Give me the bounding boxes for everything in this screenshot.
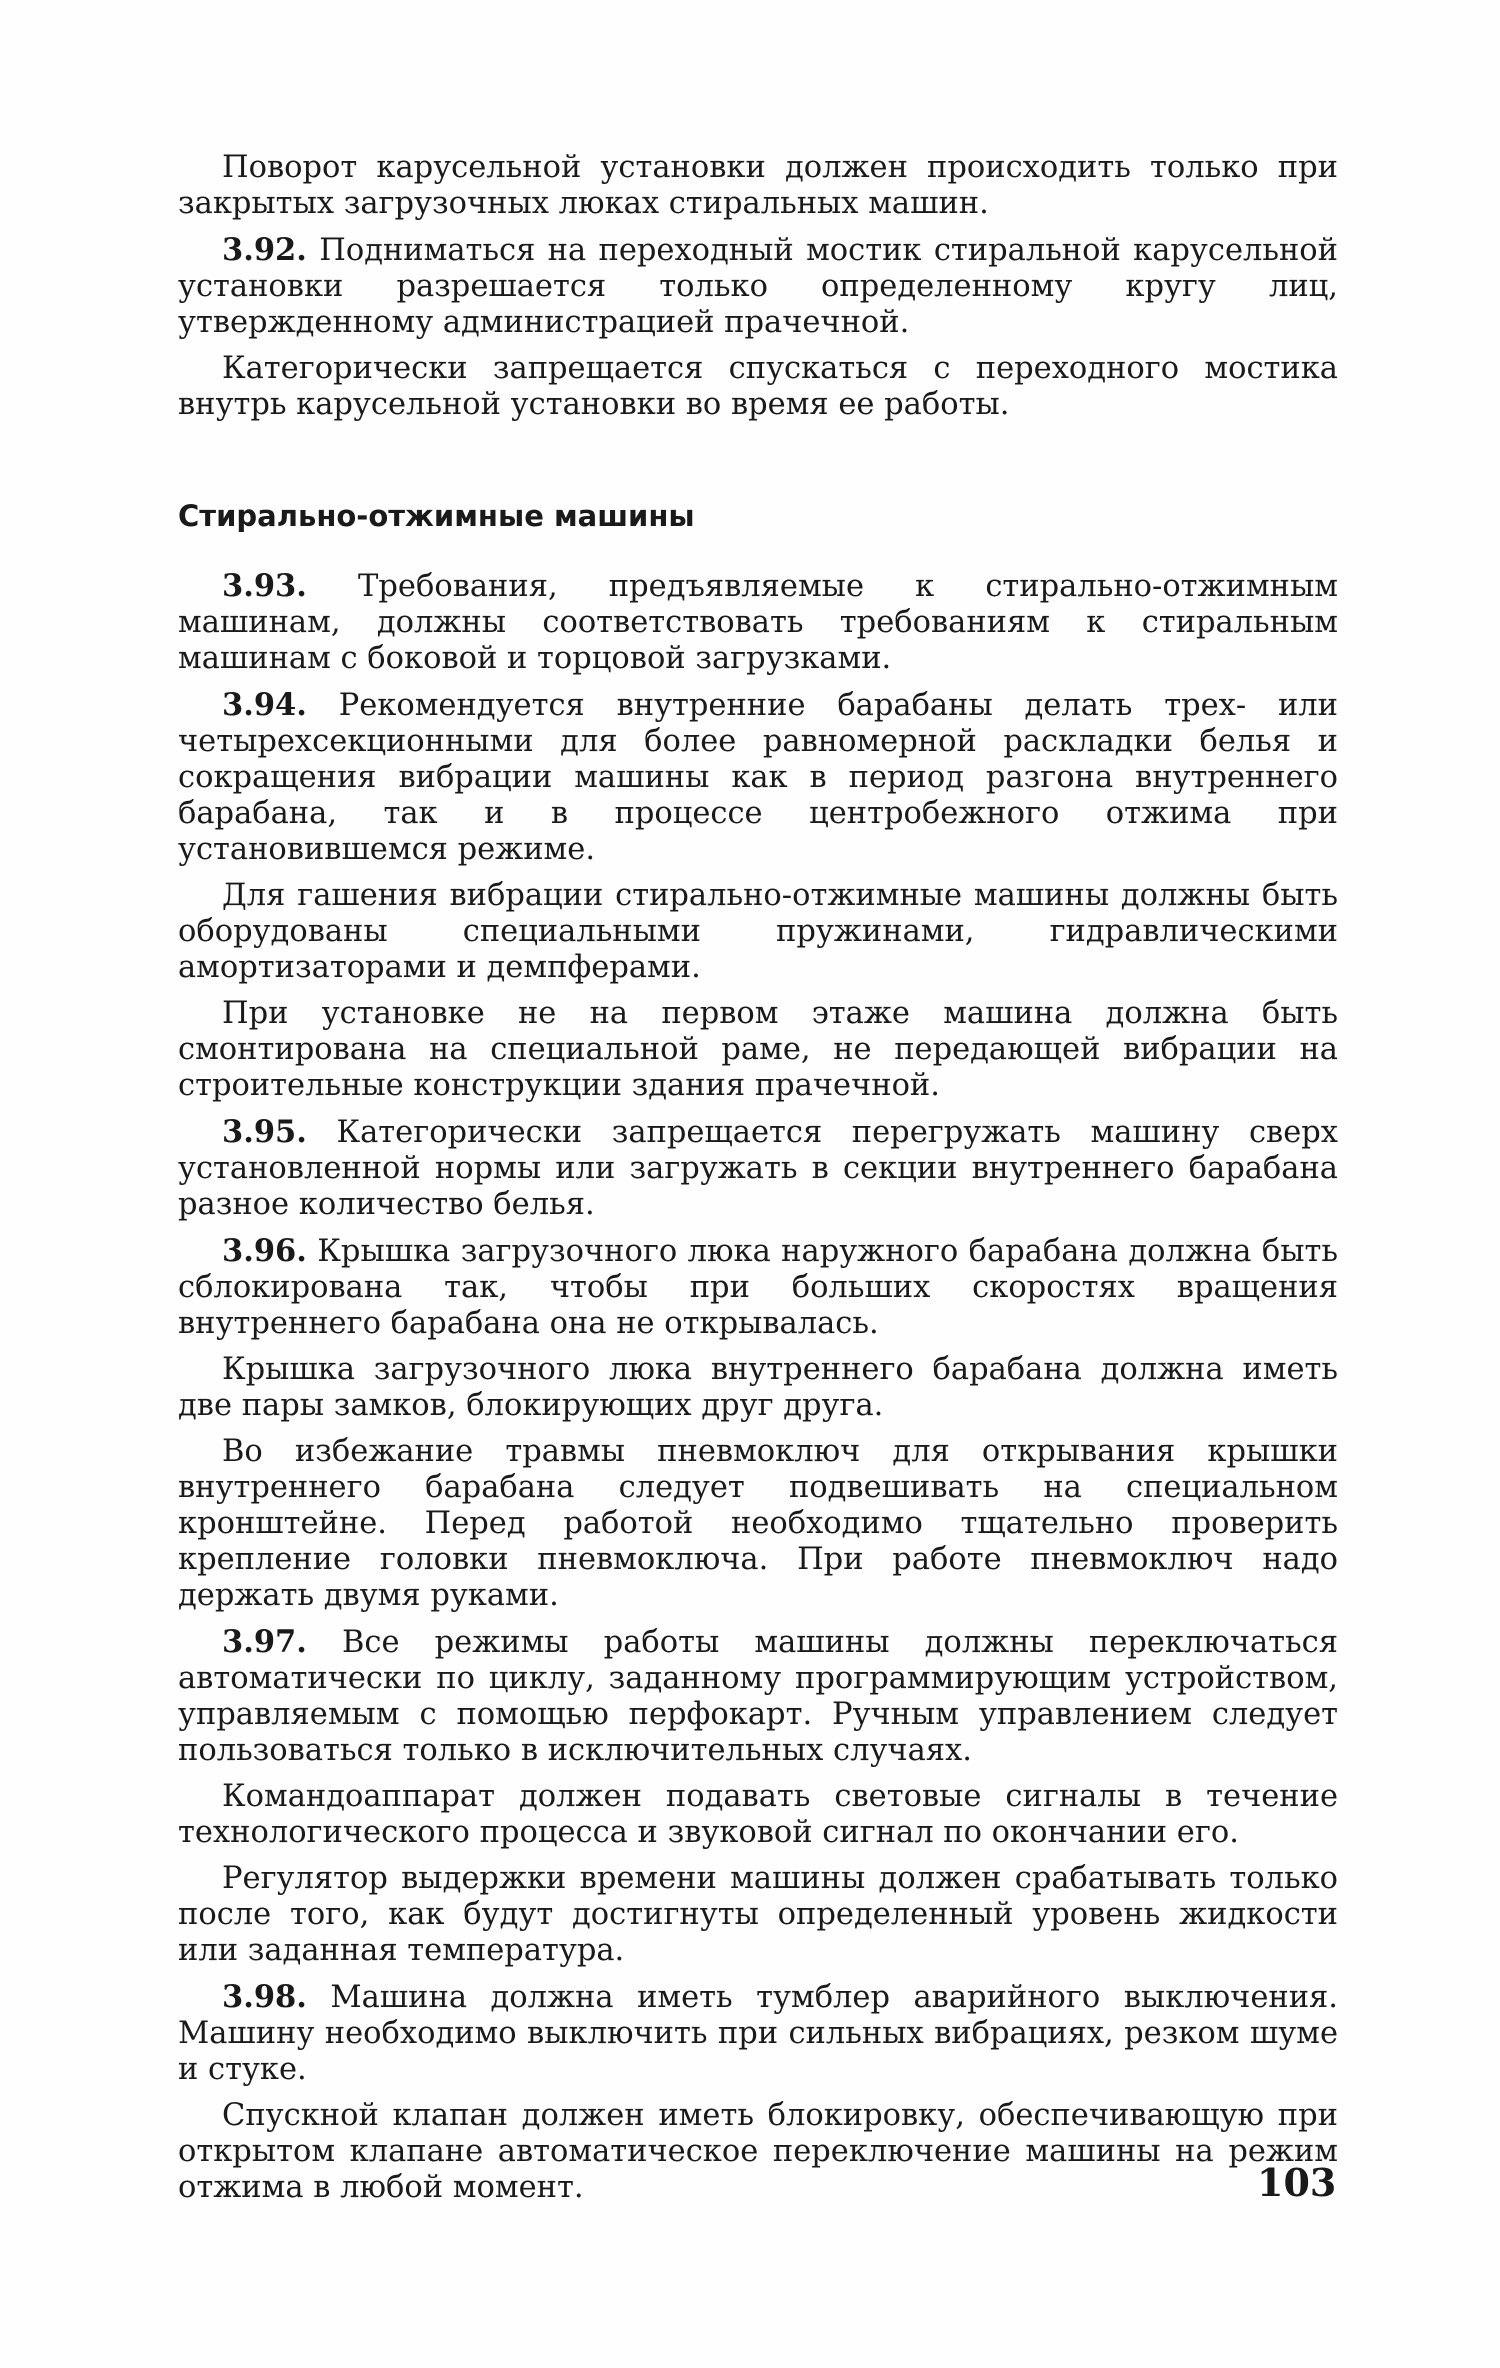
paragraph-3-94: 3.94. Рекомендуется внутренние барабаны делать трех- или четырехсекционными для более равномерной раскладки белья и сокращения вибрации машины как в период разгона внутреннего барабана, так и в процессе центробежного отжима при установившемся режиме. (178, 687, 1338, 867)
paragraph-3-98: 3.98. Машина должна иметь тумблер аварийного выключения. Машину необходимо выключить при сильных вибрациях, резком шуме и стуке. (178, 1979, 1338, 2087)
paragraph: Поворот карусельной установки должен происходить только при закрытых загрузочных люках стиральных машин. (178, 150, 1338, 221)
paragraph: Для гашения вибрации стирально-отжимные машины должны быть оборудованы специальными пружинами, гидравлическими амортизаторами и демпферами. (178, 878, 1338, 985)
clause-number: 3.96. (222, 1233, 307, 1269)
clause-number: 3.95. (222, 1114, 307, 1150)
clause-number: 3.92. (222, 232, 307, 268)
paragraph: Спускной клапан должен иметь блокировку, обеспечивающую при открытом клапане автоматическое переключение машины на режим отжима в любой момент. (178, 2098, 1338, 2205)
clause-number: 3.93. (222, 568, 307, 604)
paragraph: Категорически запрещается спускаться с переходного мостика внутрь карусельной установки во время ее работы. (178, 351, 1338, 422)
paragraph: Крышка загрузочного люка внутреннего барабана должна иметь две пары замков, блокирующих друг друга. (178, 1352, 1338, 1423)
clause-number: 3.94. (222, 687, 307, 723)
paragraph-3-93: 3.93. Требования, предъявляемые к стирально-отжимным машинам, должны соответствовать требованиям к стиральным машинам с боковой и торцовой загрузками. (178, 568, 1338, 676)
paragraph-3-97: 3.97. Все режимы работы машины должны переключаться автоматически по циклу, заданному программирующим устройством, управляемым с помощью перфокарт. Ручным управлением следует пользоваться только в исключительных случаях. (178, 1624, 1338, 1768)
paragraph: Командоаппарат должен подавать световые сигналы в течение технологического процесса и звуковой сигнал по окончании его. (178, 1779, 1338, 1850)
paragraph: Регулятор выдержки времени машины должен срабатывать только после того, как будут достигнуты определенный уровень жидкости или заданная температура. (178, 1861, 1338, 1968)
page-number: 103 (1257, 2160, 1337, 2205)
clause-number: 3.98. (222, 1979, 307, 2015)
section-heading: Стирально-отжимные машины (178, 499, 695, 533)
paragraph: Во избежание травмы пневмоключ для открывания крышки внутреннего барабана следует подвешивать на специальном кронштейне. Перед работой необходимо тщательно проверить крепление головки пневмоключа. При работе пневмоключ надо держать двумя руками. (178, 1434, 1338, 1613)
section-body (178, 568, 1338, 2216)
paragraph: При установке не на первом этаже машина должна быть смонтирована на специальной раме, не передающей вибрации на строительные конструкции здания прачечной. (178, 996, 1338, 1103)
paragraph-3-95: 3.95. Категорически запрещается перегружать машину сверх установленной нормы или загружать в секции внутреннего барабана разное количество белья. (178, 1114, 1338, 1222)
paragraph-3-92: 3.92. Подниматься на переходный мостик стиральной карусельной установки разрешается только определенному кругу лиц, утвержденному администрацией прачечной. (178, 232, 1338, 340)
paragraph-3-96: 3.96. Крышка загрузочного люка наружного барабана должна быть сблокирована так, чтобы при больших скоростях вращения внутреннего барабана она не открывалась. (178, 1233, 1338, 1341)
clause-number: 3.97. (222, 1624, 307, 1660)
